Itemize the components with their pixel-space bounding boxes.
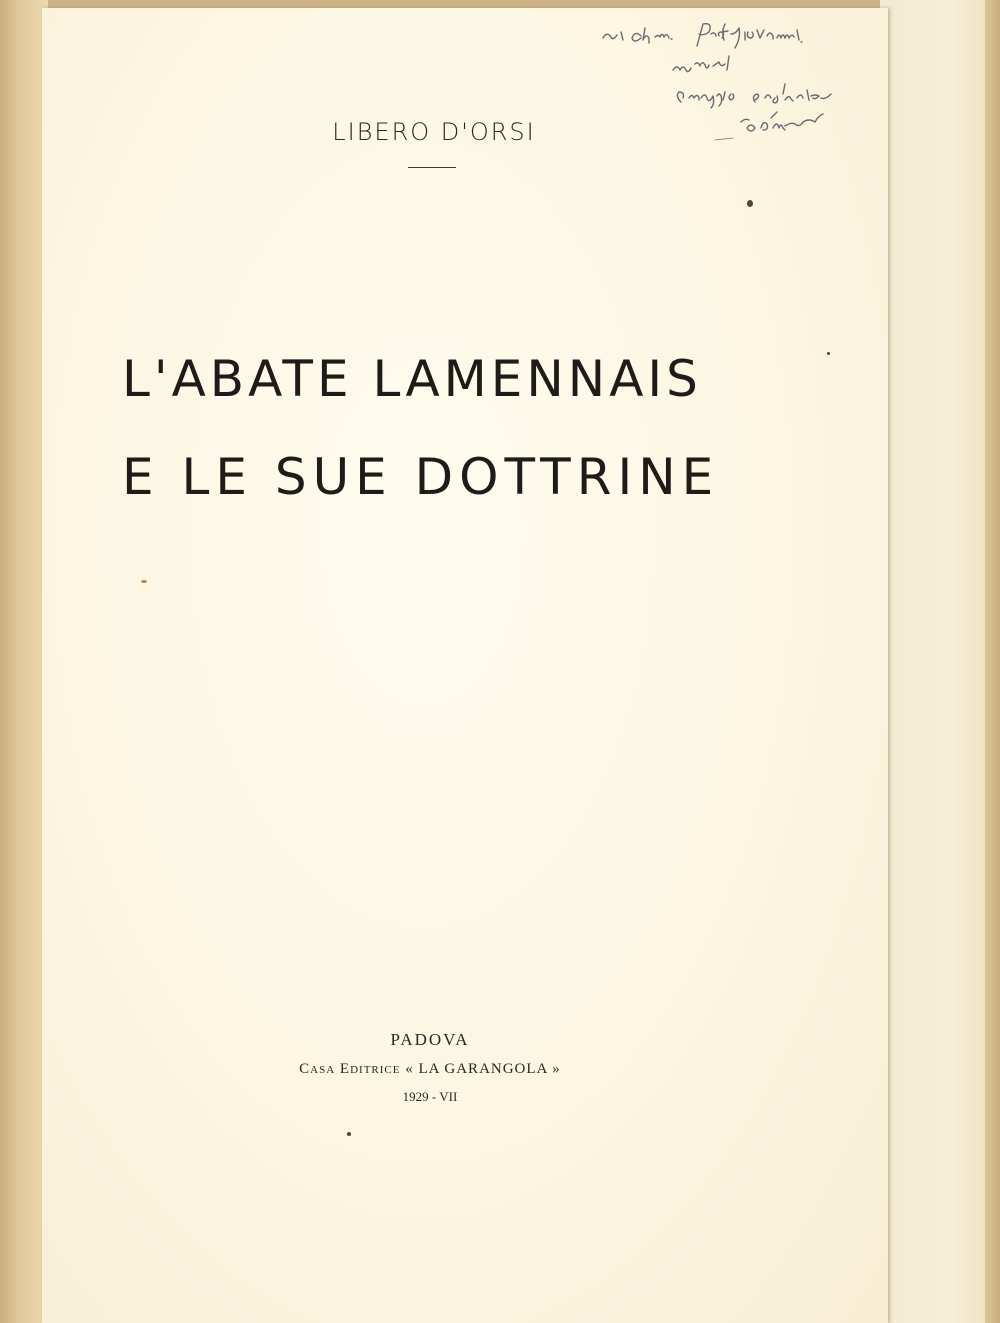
title-line-1: L'ABATE LAMENNAIS bbox=[122, 350, 702, 408]
book-top-edge bbox=[0, 0, 1000, 8]
book-cover-left-edge bbox=[0, 0, 48, 1323]
author-name: LIBERO D'ORSI bbox=[332, 118, 536, 146]
paper-speck bbox=[747, 200, 753, 207]
paper-speck bbox=[141, 580, 147, 583]
paper-speck bbox=[827, 352, 830, 355]
title-line-2: E LE SUE DOTTRINE bbox=[122, 448, 720, 506]
paper-speck bbox=[347, 1132, 351, 1136]
imprint-date: 1929 - VII bbox=[402, 1089, 458, 1104]
imprint-publisher: Casa Editrice « LA GARANGOLA » bbox=[299, 1061, 561, 1077]
book-cover-right-edge bbox=[985, 0, 1000, 1323]
title-page bbox=[42, 8, 888, 1323]
author-rule bbox=[408, 167, 456, 168]
imprint-city: PADOVA bbox=[390, 1030, 470, 1049]
book-flyleaf-right bbox=[880, 0, 1000, 1323]
handwritten-dedication bbox=[585, 18, 855, 148]
